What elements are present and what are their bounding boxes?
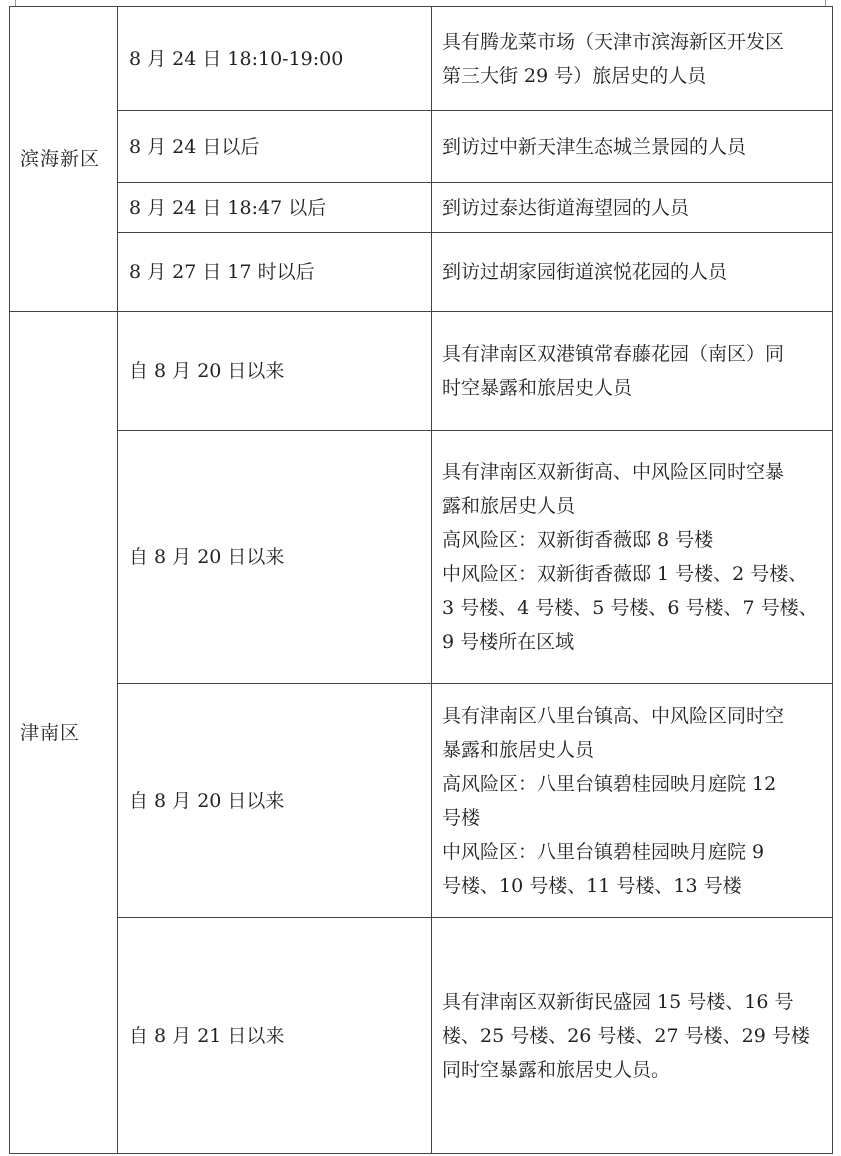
description-line: 具有津南区双新街民盛园 15 号楼、16 号 [442, 990, 794, 1013]
region-cell: 津南区 [10, 312, 118, 1154]
description-line: 到访过泰达街道海望园的人员 [442, 196, 690, 219]
description-line: 暴露和旅居史人员 [442, 738, 595, 761]
region-cell: 滨海新区 [10, 7, 118, 312]
table-row [10, 7, 833, 111]
description-line: 到访过中新天津生态城兰景园的人员 [442, 135, 747, 158]
table-row [10, 183, 833, 233]
time-cell: 自 8 月 20 日以来 [118, 312, 432, 431]
time-cell: 自 8 月 20 日以来 [118, 684, 432, 918]
description-cell [432, 918, 833, 1154]
description-cell [432, 111, 833, 183]
time-cell: 8 月 24 日 18:47 以后 [118, 183, 432, 233]
description-cell [432, 684, 833, 918]
table-row [10, 111, 833, 183]
description-line: 露和旅居史人员 [442, 495, 576, 517]
description-line: 具有津南区双港镇常春藤花园（南区）同 [442, 343, 785, 365]
description-line: 号楼、10 号楼、11 号楼、13 号楼 [442, 874, 742, 897]
description-cell [432, 7, 833, 111]
description-line: 到访过胡家园街道滨悦花园的人员 [442, 261, 728, 283]
description-line: 楼、25 号楼、26 号楼、27 号楼、29 号楼 [442, 1024, 810, 1047]
description-line: 3 号楼、4 号楼、5 号楼、6 号楼、7 号楼、 [442, 597, 818, 619]
time-cell: 8 月 27 日 17 时以后 [118, 233, 432, 312]
description-line: 高风险区：双新街香薇邸 8 号楼 [442, 529, 714, 551]
description-line: 9 号楼所在区域 [442, 631, 575, 653]
table-row [10, 431, 833, 684]
description-line: 具有津南区八里台镇高、中风险区同时空 [442, 704, 785, 727]
table-row [10, 233, 833, 312]
description-line: 具有腾龙菜市场（天津市滨海新区开发区 [442, 30, 785, 53]
time-cell: 8 月 24 日 18:10-19:00 [118, 7, 432, 111]
time-cell: 自 8 月 20 日以来 [118, 431, 432, 684]
description-line: 中风险区：八里台镇碧桂园映月庭院 9 [442, 840, 765, 863]
description-line: 第三大街 29 号）旅居史的人员 [442, 64, 707, 87]
description-cell [432, 431, 833, 684]
description-line: 高风险区：八里台镇碧桂园映月庭院 12 [442, 772, 777, 795]
time-cell: 8 月 24 日以后 [118, 111, 432, 183]
description-cell [432, 312, 833, 431]
table-row [10, 684, 833, 918]
description-cell [432, 233, 833, 312]
table-row [10, 918, 833, 1154]
description-line: 同时空暴露和旅居史人员。 [442, 1058, 671, 1081]
description-cell [432, 183, 833, 233]
description-line: 号楼 [442, 806, 481, 829]
risk-area-table [9, 6, 833, 1154]
description-line: 具有津南区双新街高、中风险区同时空暴 [442, 461, 785, 483]
description-line: 时空暴露和旅居史人员 [442, 377, 633, 399]
description-line: 中风险区：双新街香薇邸 1 号楼、2 号楼、 [442, 563, 808, 585]
time-cell: 自 8 月 21 日以来 [118, 918, 432, 1154]
table-row [10, 312, 833, 431]
